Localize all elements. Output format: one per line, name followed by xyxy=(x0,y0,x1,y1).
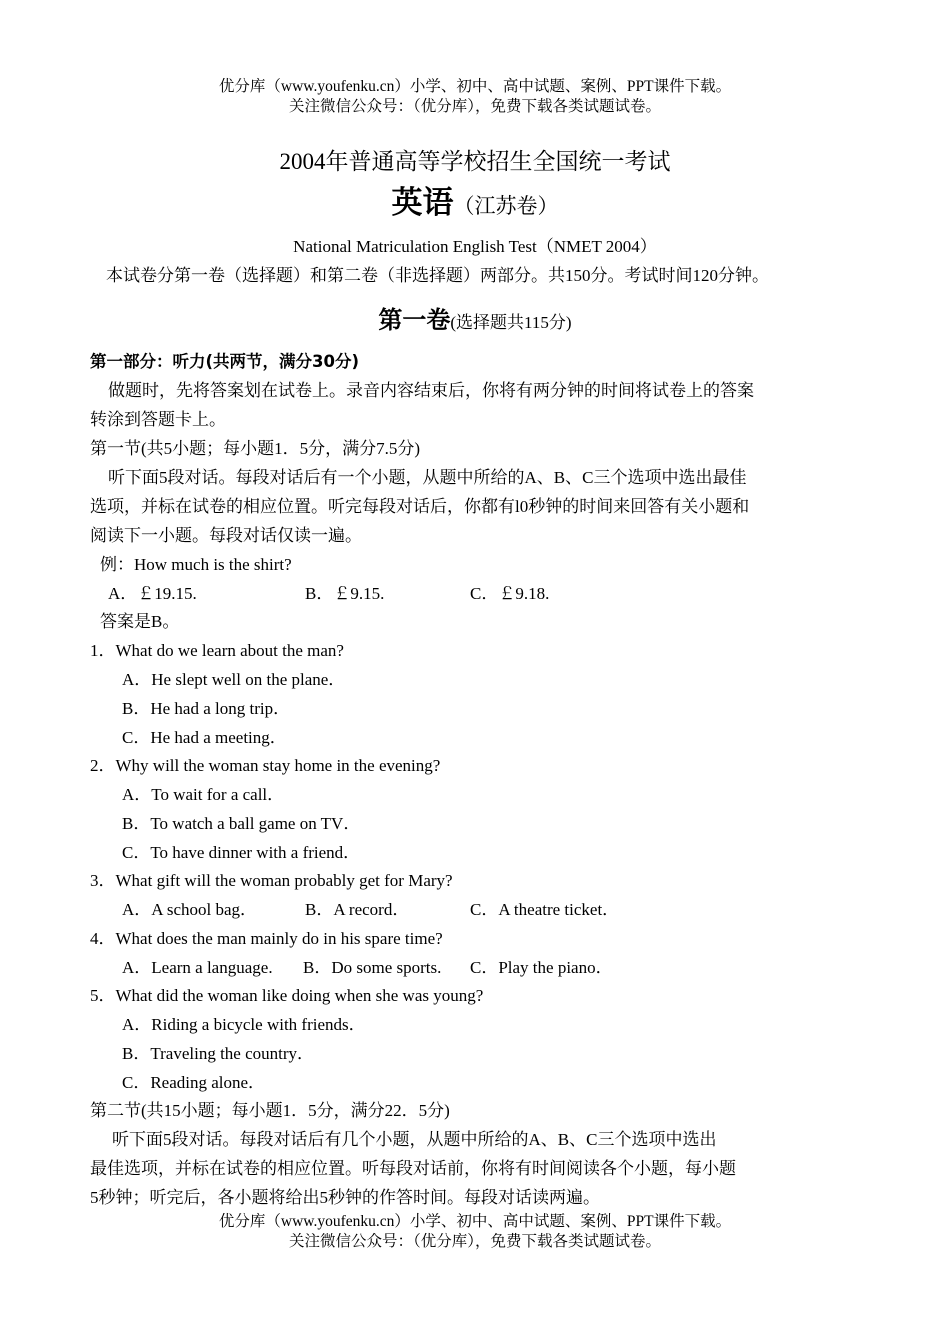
header-line-2: 关注微信公众号：（优分库），免费下载各类试题试卷。 xyxy=(288,98,661,115)
question-4-option-b: B．Do some sports. xyxy=(303,958,442,977)
subject-suffix: （江苏卷） xyxy=(453,194,559,218)
question-5-option-a: A．Riding a bicycle with friends． xyxy=(122,1015,366,1034)
question-3-option-b: B．A record． xyxy=(305,900,410,919)
footer-line-2: 关注微信公众号：（优分库），免费下载各类试题试卷。 xyxy=(288,1233,661,1250)
section1-instruction-line-1: 听下面5段对话。每段对话后有一个小题，从题中所给的A、B、C三个选项中选出最佳 xyxy=(108,468,747,487)
question-2-option-c: C．To have dinner with a friend． xyxy=(122,843,361,862)
question-5-option-b: B．Traveling the country． xyxy=(122,1044,315,1063)
subject-name: 英语 xyxy=(391,185,454,220)
example-option-b: B．￡9.15. xyxy=(305,584,385,603)
question-4-option-a: A．Learn a language. xyxy=(122,958,273,977)
section1-heading: 第一节(共5小题；每小题1．5分，满分7.5分) xyxy=(90,439,421,458)
example-option-a: A．￡19.15. xyxy=(108,584,197,603)
example-option-c: C．￡9.18. xyxy=(470,584,550,603)
question-4-stem: 4．What does the man mainly do in his spare time? xyxy=(90,929,443,948)
header-line-1: 优分库（www.youfenku.cn）小学、初中、高中试题、案例、PPT课件下载。 xyxy=(218,78,732,95)
section1-instruction-line-3: 阅读下一小题。每段对话仅读一遍。 xyxy=(90,526,362,545)
volume1-name: 第一卷 xyxy=(378,308,451,334)
part1-instruction-line-1: 做题时，先将答案划在试卷上。录音内容结束后，你将有两分钟的时间将试卷上的答案 xyxy=(108,381,754,400)
section2-instruction-line-3: 5秒钟；听完后，各小题将给出5秒钟的作答时间。每段对话读两遍。 xyxy=(90,1188,600,1207)
question-2-option-b: B．To watch a ball game on TV． xyxy=(122,814,361,833)
section1-instruction-line-2: 选项，并标在试卷的相应位置。听完每段对话后，你都有l0秒钟的时间来回答有关小题和 xyxy=(90,497,750,516)
paper-intro: 本试卷分第一卷（选择题）和第二卷（非选择题）两部分。共150分。考试时间120分钟。 xyxy=(106,266,769,285)
question-4-option-c: C．Play the piano． xyxy=(470,958,613,977)
footer-line-1: 优分库（www.youfenku.cn）小学、初中、高中试题、案例、PPT课件下载。 xyxy=(218,1213,732,1230)
question-2-stem: 2．Why will the woman stay home in the evening? xyxy=(90,756,441,775)
question-1-option-b: B．He had a long trip． xyxy=(122,699,291,718)
question-2-option-a: A．To wait for a call． xyxy=(122,785,285,804)
section2-heading: 第二节(共15小题；每小题1．5分，满分22．5分) xyxy=(90,1101,450,1120)
example-question: 例：How much is the shirt? xyxy=(100,555,292,574)
subject-title xyxy=(0,184,950,228)
question-3-stem: 3．What gift will the woman probably get for Mary? xyxy=(90,871,453,890)
volume1-suffix: (选择题共115分) xyxy=(450,313,572,332)
question-1-option-a: A．He slept well on the plane． xyxy=(122,670,346,689)
section2-instruction-line-1: 听下面5段对话。每段对话后有几个小题，从题中所给的A、B、C三个选项中选出 xyxy=(112,1130,717,1149)
question-3-option-c: C．A theatre ticket． xyxy=(470,900,620,919)
example-answer: 答案是B。 xyxy=(100,612,180,631)
question-5-stem: 5．What did the woman like doing when she was young? xyxy=(90,986,484,1005)
volume1-title xyxy=(0,306,950,338)
question-5-option-c: C．Reading alone． xyxy=(122,1073,266,1092)
section2-instruction-line-2: 最佳选项，并标在试卷的相应位置。听每段对话前，你将有时间阅读各个小题，每小题 xyxy=(90,1159,736,1178)
question-1-option-c: C．He had a meeting． xyxy=(122,728,287,747)
part1-instruction-line-2: 转涂到答题卡上。 xyxy=(90,410,226,429)
english-title: National Matriculation English Test（NMET 2004） xyxy=(293,237,657,256)
question-3-option-a: A．A school bag． xyxy=(122,900,258,919)
question-1-stem: 1．What do we learn about the man? xyxy=(90,641,344,660)
exam-title: 2004年普通高等学校招生全国统一考试 xyxy=(279,149,671,174)
part1-heading: 第一部分：听力(共两节，满分30分) xyxy=(90,352,360,371)
